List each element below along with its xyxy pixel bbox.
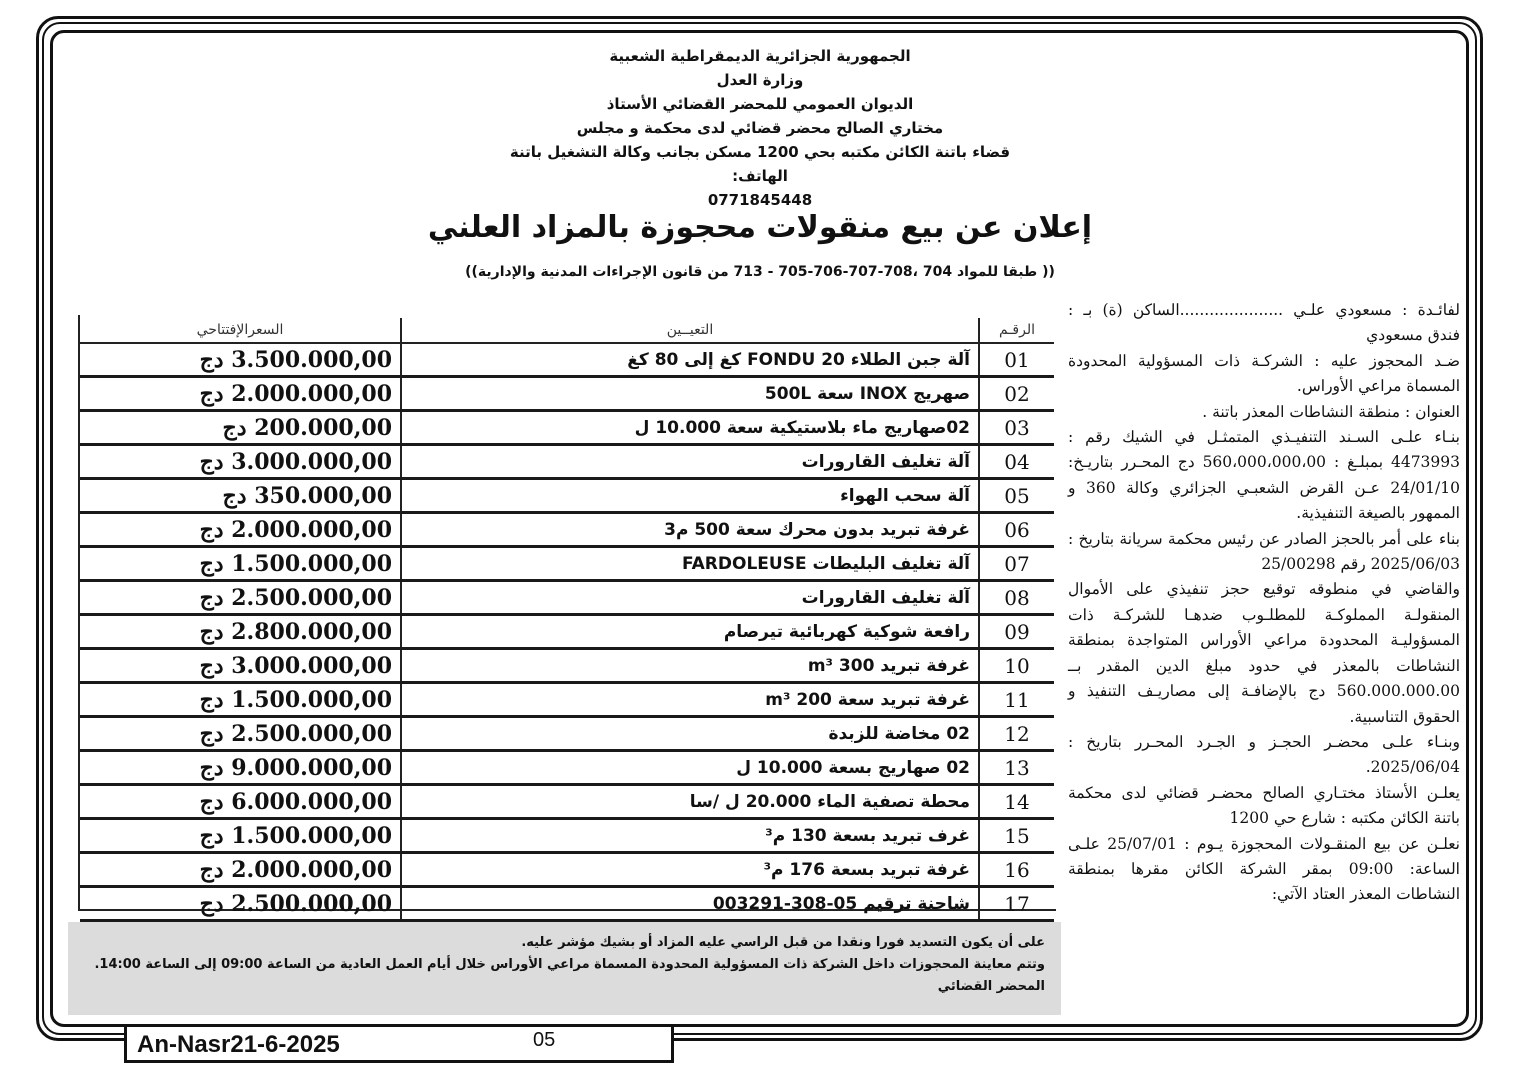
table-row	[80, 479, 1054, 513]
announcement-subtitle: (( طبقا للمواد 704 ،708-707-706-705 - 713 من قانون الإجراءات المدنية والإدارية))	[465, 264, 1055, 280]
announcement-title: إعلان عن بيع منقولات محجوزة بالمزاد العلني	[427, 210, 1093, 245]
item-price: 2.800.000,00 دج	[80, 615, 401, 649]
item-price: 2.500.000,00 دج	[80, 717, 401, 751]
item-description: غرفة تبريد 300 m³	[401, 649, 979, 683]
item-description: آلة جبن الطلاء FONDU 20 كغ إلى 80 كغ	[401, 343, 979, 377]
item-description: غرف تبريد بسعة 130 م³	[401, 819, 979, 853]
item-description: 02 صهاريج بسعة 10.000 ل	[401, 751, 979, 785]
header-republic: الجمهورية الجزائرية الديمقراطية الشعبية	[609, 47, 911, 65]
item-number: 15	[979, 819, 1054, 853]
item-description: آلة تغليف القارورات	[401, 581, 979, 615]
item-price: 200.000,00 دج	[80, 411, 401, 445]
page-number: 05	[533, 1029, 556, 1051]
header-address: قضاء باتنة الكائن مكتبه بحي 1200 مسكن بجانب وكالة التشغيل باتنة	[509, 143, 1011, 161]
item-number: 06	[979, 513, 1054, 547]
payment-notice	[68, 922, 1061, 1015]
item-price: 9.000.000,00 دج	[80, 751, 401, 785]
item-number: 04	[979, 445, 1054, 479]
item-price: 3.000.000,00 دج	[80, 445, 401, 479]
header-phone: 0771845448	[707, 191, 813, 209]
item-number: 08	[979, 581, 1054, 615]
item-number: 09	[979, 615, 1054, 649]
item-number: 17	[979, 887, 1054, 921]
item-number: 13	[979, 751, 1054, 785]
body-sale-date: نعلـن عن بيع المنقـولات المحجوزة يـوم : 25/07/01 علـى الساعة: 09:00 بمقر الشركة الكائن مقرها بمنطقة النشاطات المعذر العتاد الآتي:	[1068, 834, 1460, 904]
item-number: 12	[979, 717, 1054, 751]
header-phone-label: الهاتف:	[732, 167, 788, 185]
footer-box	[124, 1024, 674, 1063]
item-number: 03	[979, 411, 1054, 445]
items-table	[80, 318, 1054, 922]
table-row	[80, 513, 1054, 547]
item-description: رافعة شوكية كهربائية تيرصام	[401, 615, 979, 649]
table-row	[80, 343, 1054, 377]
item-number: 11	[979, 683, 1054, 717]
item-price: 2.000.000,00 دج	[80, 513, 401, 547]
item-number: 10	[979, 649, 1054, 683]
item-description: غرفة تبريد بسعة 176 م³	[401, 853, 979, 887]
item-price: 3.500.000,00 دج	[80, 343, 401, 377]
item-description: 02 مخاضة للزبدة	[401, 717, 979, 751]
item-number: 02	[979, 377, 1054, 411]
header-bailiff: مختاري الصالح محضر قضائي لدى محكمة و مجلس	[576, 119, 944, 137]
body-debtor: ضـد المحجوز عليه : الشركـة ذات المسؤولية المحدودة المسماة مراعي الأوراس.	[1068, 351, 1460, 396]
letterhead	[470, 44, 1050, 212]
item-number: 14	[979, 785, 1054, 819]
item-price: 1.500.000,00 دج	[80, 683, 401, 717]
table-row	[80, 581, 1054, 615]
item-number: 16	[979, 853, 1054, 887]
table-row	[80, 683, 1054, 717]
item-number: 01	[979, 343, 1054, 377]
item-description: شاحنة ترقيم 05-308-003291	[401, 887, 979, 921]
item-price: 2.000.000,00 دج	[80, 377, 401, 411]
table-row	[80, 377, 1054, 411]
header-office: الديوان العمومي للمحضر القضائي الأستاذ	[606, 95, 914, 113]
table-row	[80, 785, 1054, 819]
body-seizure-order: بناء على أمر بالحجز الصادر عن رئيس محكمة سريانة بتاريخ : 2025/06/03 رقم 25/00298	[1068, 529, 1460, 574]
table-row	[80, 819, 1054, 853]
table-row	[80, 411, 1054, 445]
table-row	[80, 751, 1054, 785]
item-description: آلة تغليف البليطات FARDOLEUSE	[401, 547, 979, 581]
item-price: 2.500.000,00 دج	[80, 581, 401, 615]
item-price: 2.000.000,00 دج	[80, 853, 401, 887]
header-desc: التعيــين	[401, 318, 979, 343]
item-price: 6.000.000,00 دج	[80, 785, 401, 819]
item-description: 02صهاريج ماء بلاستيكية سعة 10.000 ل	[401, 411, 979, 445]
table-row	[80, 547, 1054, 581]
publication-date: An-Nasr21-6-2025	[137, 1031, 340, 1058]
item-number: 07	[979, 547, 1054, 581]
table-row	[80, 649, 1054, 683]
item-description: غرفة تبريد بدون محرك سعة 500 م3	[401, 513, 979, 547]
item-description: صهريج INOX سعة 500L	[401, 377, 979, 411]
notice-signature: المحضر القضائي	[937, 979, 1045, 994]
body-address: العنوان : منطقة النشاطات المعذر باتنة .	[1202, 402, 1460, 421]
body-ruling: والقاضي في منطوقه توقيع حجز تنفيذي على الأموال المنقولـة المملوكـة للمطلـوب ضدهـا للشركـة ذات المسؤوليـة المحدودة مراعي الأوراس المتواجدة بمنطقة النشاطات بالمعذر في حدود مبلغ الدين المقدر بــ 560.000.000.00 دج بالإضافـة إلى مصاريـف التنفيذ و الحقوق التناسبية.	[1068, 580, 1460, 726]
item-price: 3.000.000,00 دج	[80, 649, 401, 683]
item-description: محطة تصفية الماء 20.000 ل /سا	[401, 785, 979, 819]
table-header-row	[80, 318, 1054, 343]
item-price: 1.500.000,00 دج	[80, 547, 401, 581]
item-description: غرفة تبريد سعة 200 m³	[401, 683, 979, 717]
table-row	[80, 887, 1054, 921]
announcement-body	[1068, 298, 1460, 908]
body-title-deed: بنـاء علـى السـند التنفيـذي المتمثـل في الشيك رقم : 4473993 بمبلـغ : 560،000،000،00 دج المحـرر بتاريـخ: 24/01/10 عـن القرض الشعبـي الجزائري وكالة 360 و الممهور بالصيغة التنفيذية.	[1068, 428, 1460, 523]
table-row	[80, 445, 1054, 479]
header-price: السعرالإفتتاحي	[80, 318, 401, 343]
notice-payment: على أن يكون التسديد فورا ونقدا من قبل الراسي عليه المزاد أو بشيك مؤشر عليه.	[521, 935, 1045, 950]
item-price: 2.500.000,00 دج	[80, 887, 401, 921]
header-ministry: وزارة العدل	[716, 71, 804, 89]
item-price: 350.000,00 دج	[80, 479, 401, 513]
body-beneficiary: لفائـدة : مسعودي علـي .....................الساكن (ة) بـ : فندق مسعودي	[1068, 301, 1460, 345]
item-price: 1.500.000,00 دج	[80, 819, 401, 853]
body-inventory: وبنـاء علـى محضـر الحجـز و الجـرد المحـرر بتاريخ : 2025/06/04.	[1068, 732, 1460, 777]
item-description: آلة سحب الهواء	[401, 479, 979, 513]
table-row	[80, 717, 1054, 751]
item-description: آلة تغليف القارورات	[401, 445, 979, 479]
notice-inspection: وتتم معاينة المحجوزات داخل الشركة ذات المسؤولية المحدودة المسماة مراعي الأوراس خلال أيام العمل العادية من الساعة 09:00 إلى الساعة 14:00.	[94, 957, 1045, 972]
table-row	[80, 853, 1054, 887]
header-num: الرقـم	[979, 318, 1054, 343]
table-row	[80, 615, 1054, 649]
item-number: 05	[979, 479, 1054, 513]
body-announcer: يعلـن الأستاذ مختـاري الصالح محضـر قضائي لدى محكمة باتنة الكائن مكتبه : شارع حي 1200	[1068, 783, 1460, 828]
